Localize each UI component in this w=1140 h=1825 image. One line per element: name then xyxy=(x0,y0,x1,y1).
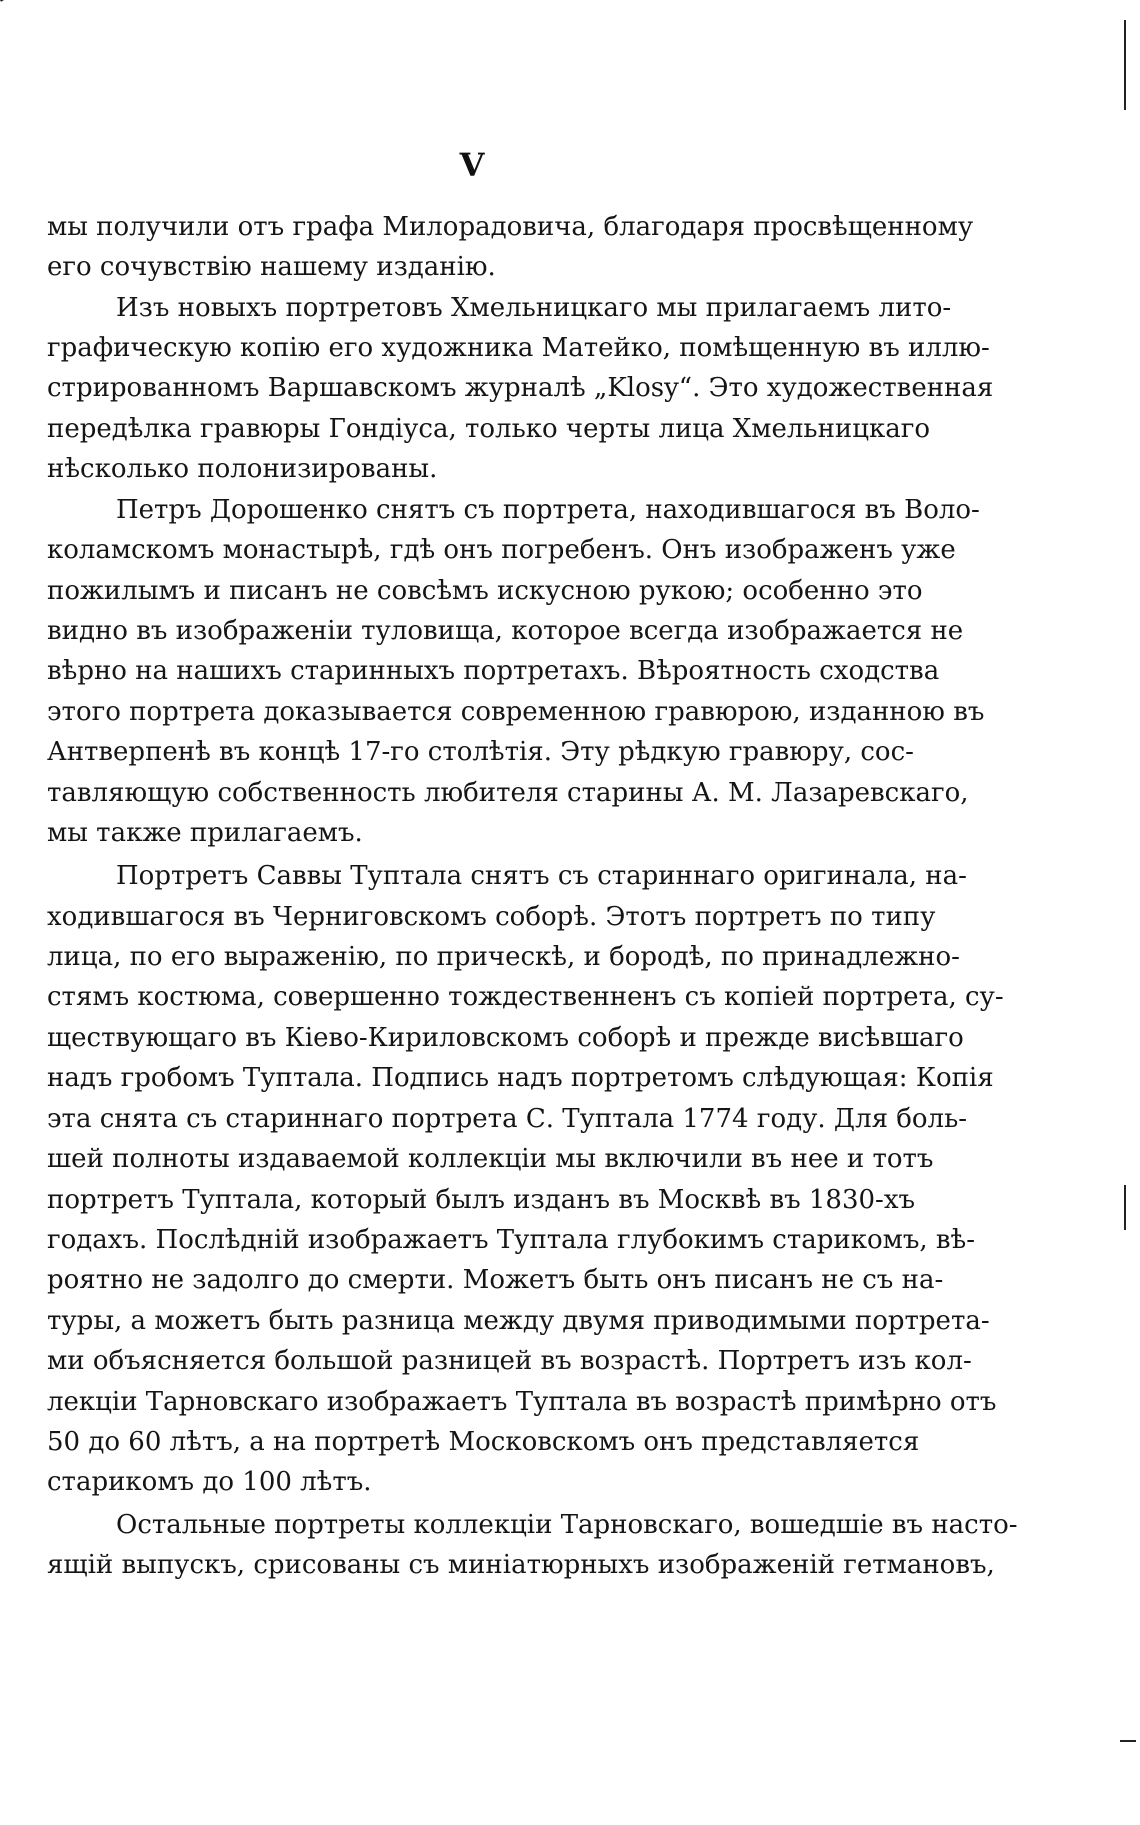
text-line: годахъ. Послѣдній изображаетъ Туптала глубокимъ старикомъ, вѣ- xyxy=(47,1225,976,1255)
text-line: Остальные портреты коллекціи Тарновскаго, вошедшіе въ насто- xyxy=(116,1510,1018,1540)
text-line: лица, по его выраженію, по прическѣ, и бородѣ, по принадлежно- xyxy=(47,942,960,972)
text-line: вѣрно на нашихъ старинныхъ портретахъ. Вѣроятность сходства xyxy=(47,656,940,686)
text-line: туры, а можетъ быть разница между двумя приводимыми портрета- xyxy=(47,1306,990,1336)
text-line: стрированномъ Варшавскомъ журналѣ „Klosy“. Это художественная xyxy=(47,373,994,403)
text-line: графическую копію его художника Матейко, помѣщенную въ иллю- xyxy=(47,333,990,363)
scan-edge-mark xyxy=(1124,1185,1126,1230)
text-line: стямъ костюма, совершенно тождественненъ съ копіей портрета, су- xyxy=(47,982,1004,1012)
text-line: лекціи Тарновскаго изображаетъ Туптала въ возрастѣ примѣрно отъ xyxy=(47,1387,997,1417)
text-line: ми объясняется большой разницей въ возрастѣ. Портретъ изъ кол- xyxy=(47,1346,972,1376)
text-line: Петръ Дорошенко снятъ съ портрета, находившагося въ Воло- xyxy=(116,495,980,525)
text-line: передѣлка гравюры Гондіуса, только черты лица Хмельницкаго xyxy=(47,414,930,444)
text-line: ществующаго въ Кіево-Кириловскомъ соборѣ и прежде висѣвшаго xyxy=(47,1023,964,1053)
text-line: видно въ изображеніи туловища, которое всегда изображается не xyxy=(47,616,964,646)
text-line: ходившагося въ Черниговскомъ соборѣ. Этотъ портретъ по типу xyxy=(47,902,936,932)
text-line: мы также прилагаемъ. xyxy=(47,818,363,848)
text-line: мы получили отъ графа Милорадовича, благодаря просвѣщенному xyxy=(47,212,974,242)
text-line: портретъ Туптала, который былъ изданъ въ Москвѣ въ 1830-хъ xyxy=(47,1185,916,1215)
text-line: Антверпенѣ въ концѣ 17-го столѣтія. Эту рѣдкую гравюру, сос- xyxy=(47,737,914,767)
text-line: роятно не задолго до смерти. Можетъ быть онъ писанъ не съ на- xyxy=(47,1265,944,1295)
text-line: его сочувствію нашему изданію. xyxy=(47,252,496,282)
text-line: тавляющую собственность любителя старины А. М. Лазаревскаго, xyxy=(47,778,969,808)
scan-edge-mark xyxy=(1124,20,1126,110)
text-line: старикомъ до 100 лѣтъ. xyxy=(47,1467,372,1497)
scan-edge-mark xyxy=(1120,1740,1136,1742)
text-line: нѣсколько полонизированы. xyxy=(47,454,438,484)
text-line: эта снята съ стариннаго портрета С. Туптала 1774 году. Для боль- xyxy=(47,1104,968,1134)
scan-edge-mark xyxy=(0,0,20,2)
text-line: ящій выпускъ, срисованы съ миніатюрныхъ изображеній гетмановъ, xyxy=(47,1550,995,1580)
text-line: Изъ новыхъ портретовъ Хмельницкаго мы прилагаемъ лито- xyxy=(116,293,952,323)
text-line: этого портрета доказывается современною гравюрою, изданною въ xyxy=(47,697,985,727)
page-number: V xyxy=(459,146,486,184)
text-line: пожилымъ и писанъ не совсѣмъ искусною рукою; особенно это xyxy=(47,576,923,606)
text-line: 50 до 60 лѣтъ, а на портретѣ Московскомъ онъ представляется xyxy=(47,1427,920,1457)
text-line: шей полноты издаваемой коллекціи мы включили въ нее и тотъ xyxy=(47,1144,934,1174)
text-line: коламскомъ монастырѣ, гдѣ онъ погребенъ. Онъ изображенъ уже xyxy=(47,535,956,565)
text-line: Портретъ Саввы Туптала снятъ съ стариннаго оригинала, на- xyxy=(116,861,967,891)
text-line: надъ гробомъ Туптала. Подпись надъ портретомъ слѣдующая: Копія xyxy=(47,1063,994,1093)
